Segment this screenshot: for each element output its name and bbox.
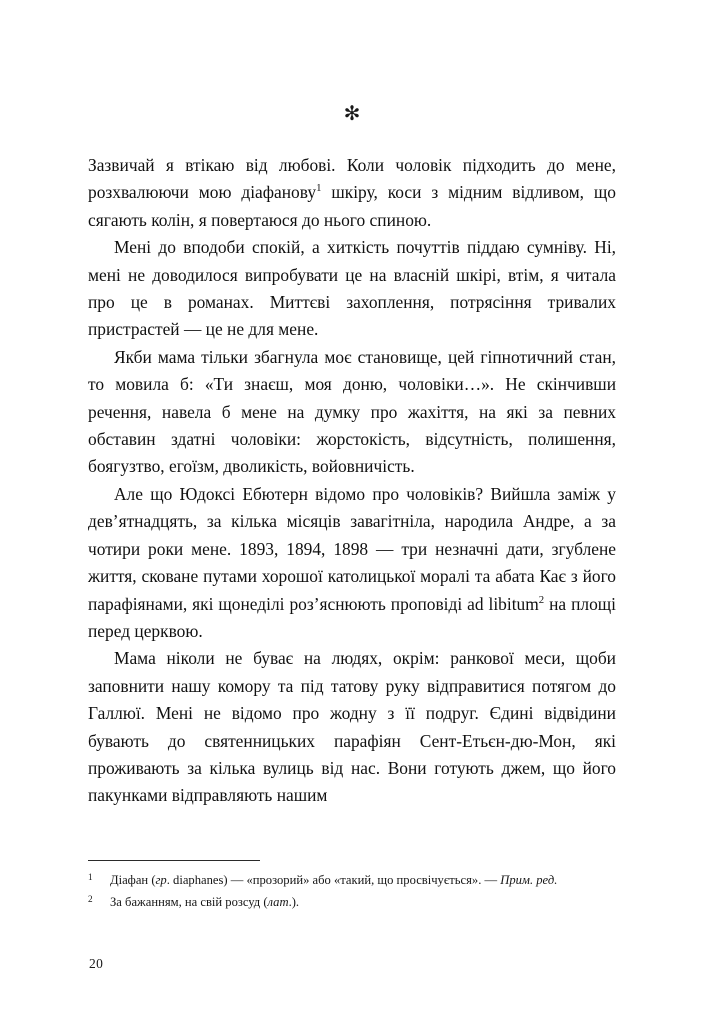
section-ornament-asterisk: ✻ bbox=[343, 103, 361, 125]
footnote-2-mid: .). bbox=[288, 895, 300, 909]
footnote-reference-2[interactable]: 2 bbox=[538, 593, 545, 606]
paragraph-4-text-after-footnote: на площі перед церквою. bbox=[88, 593, 616, 641]
footnote-number-1: 1 bbox=[88, 872, 93, 882]
footnote-item-2 bbox=[88, 892, 616, 914]
footnote-text-2 bbox=[110, 892, 616, 913]
footnote-text-1 bbox=[110, 870, 616, 891]
paragraph-1-text-after-footnote: шкіру, коси з мідним відливом, що сягають колін, я повертаюся до нього спиною. bbox=[88, 182, 616, 230]
paragraph-1 bbox=[88, 152, 616, 234]
body-copy bbox=[88, 152, 616, 810]
paragraph-5: Мама ніколи не буває на людях, окрім: ранкової меси, щоби заповнити нашу комору та під татову руку відправитися потягом до Галлюї. Мені не відомо про жодну з її подруг. Єдині відвідини бувають до святенницьких парафіян Сент-Етьєн-дю-Мон, які проживають за кілька вулиць від нас. Вони готують джем, що його пакунками відправляють нашим bbox=[88, 648, 616, 806]
paragraph-4-text-before-footnote: Але що Юдоксі Ебютерн відомо про чоловіків? Вийшла заміж у дев’ятнадцять, за кілька місяців завагітніла, народила Андре, а за чотири роки мене. 1893, 1894, 1898 — три незначні дати, згублене життя, сковане путами хорошої католицької моралі та абата Кає з його парафіянами, які щонеділі роз’яснюють проповіді ad libitum bbox=[88, 483, 616, 614]
footnotes-area bbox=[88, 860, 616, 914]
paragraph-4 bbox=[88, 481, 616, 645]
footnote-1-pre: Діафан ( bbox=[110, 873, 156, 887]
footnote-1-italic-editor-note: Прим. ред. bbox=[500, 873, 558, 887]
paragraph-2: Мені до вподоби спокій, а хиткість почуттів піддаю сумніву. Ні, мені не доводилося випробувати це на власній шкірі, втім, я читала про це в романах. Миттєві захоплення, потрясіння тривалих пристрастей — це не для мене. bbox=[88, 237, 616, 340]
page-number: 20 bbox=[89, 956, 104, 971]
footnote-1-mid: . diaphanes) — «прозорий» або «такий, що просвічується». — bbox=[166, 873, 501, 887]
footnote-2-pre: За бажанням, на свій розсуд ( bbox=[110, 895, 268, 909]
paragraph-3: Якби мама тільки збагнула моє становище, цей гіпнотичний стан, то мовила б: «Ти знаєш, моя доню, чоловіки…». Не скінчивши речення, навела б мене на думку про жахіття, на які за певних обставин здатні чоловіки: жорстокість, відсутність, полишення, боягузтво, егоїзм, дволикість, войовничість. bbox=[88, 346, 616, 477]
footnote-separator-rule bbox=[88, 860, 260, 861]
footnote-reference-1[interactable]: 1 bbox=[316, 182, 322, 195]
footnote-1-italic-abbrev: гр bbox=[155, 873, 167, 887]
page-text-block bbox=[88, 104, 616, 810]
footnote-2-italic-abbrev: лат bbox=[267, 895, 289, 909]
footnote-item-1 bbox=[88, 870, 616, 892]
paragraph-1-text-before-footnote: Зазвичай я втікаю від любові. Коли чоловік підходить до мене, розхвалюючи мою діафанову bbox=[88, 155, 616, 203]
footnote-number-2: 2 bbox=[88, 894, 93, 904]
